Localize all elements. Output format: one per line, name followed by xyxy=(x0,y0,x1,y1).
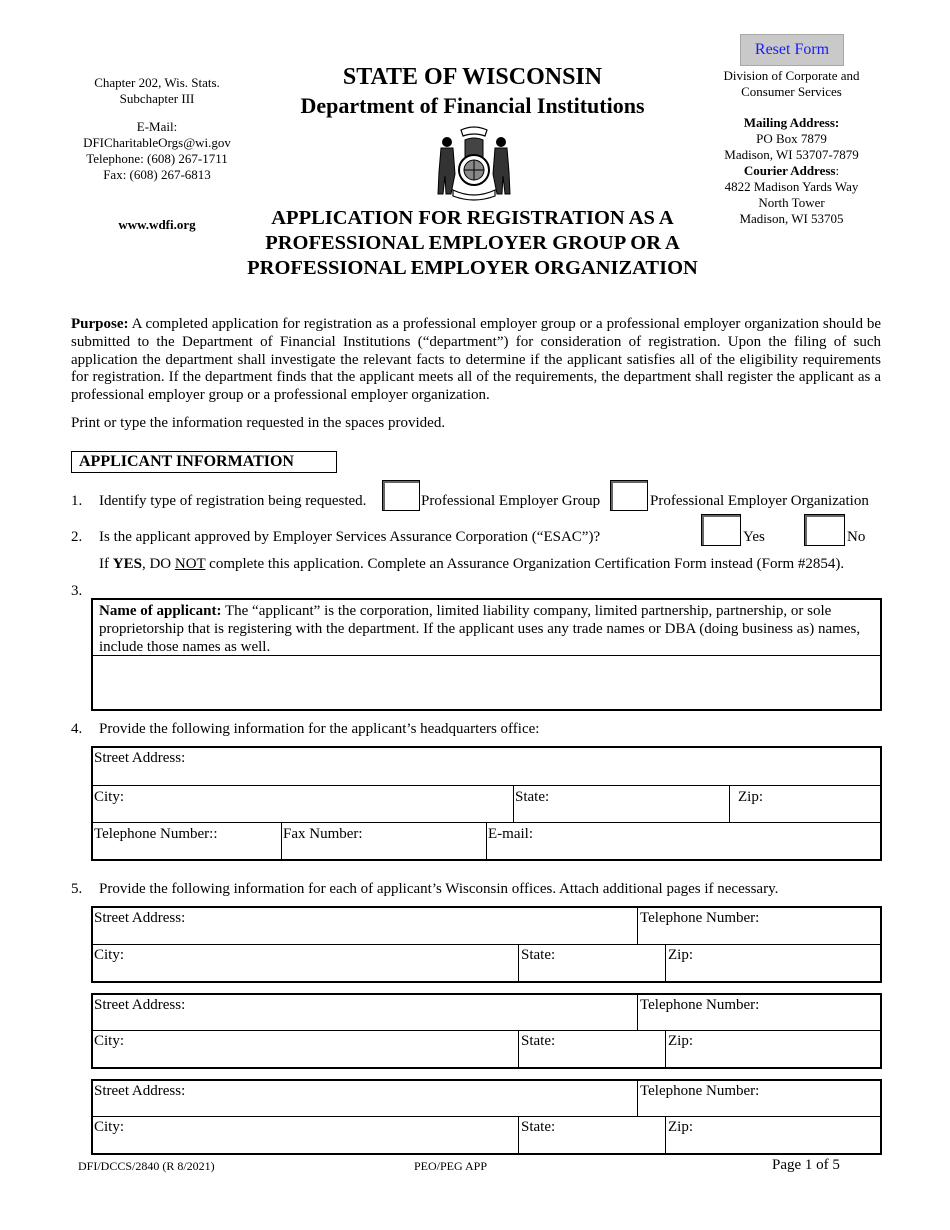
hq-fax-input[interactable] xyxy=(283,823,484,859)
checkbox-professional-employer-group[interactable] xyxy=(382,480,420,511)
purpose-paragraph xyxy=(71,316,881,405)
instructions-text: Print or type the information requested in the spaces provided. xyxy=(71,415,446,431)
email-address: DFICharitableOrgs@wi.gov xyxy=(83,135,231,150)
office-city-label: City: xyxy=(94,1119,125,1135)
q4-text: Provide the following information for the applicant’s headquarters office: xyxy=(99,721,540,737)
footer-form-number: DFI/DCCS/2840 (R 8/2021) xyxy=(78,1159,215,1173)
q2-note xyxy=(99,555,844,573)
mailing-line-2: Madison, WI 53707-7879 xyxy=(724,147,859,162)
office-city-input[interactable] xyxy=(93,1031,516,1067)
courier-line-2: North Tower xyxy=(758,195,825,210)
office-state-label: State: xyxy=(521,1119,556,1135)
courier-line-1: 4822 Madison Yards Way xyxy=(724,179,859,194)
mailing-line-1: PO Box 7879 xyxy=(756,131,827,146)
division-line-1: Division of Corporate and xyxy=(723,68,860,83)
office-state-label: State: xyxy=(521,947,556,963)
hq-address-table xyxy=(91,746,882,861)
q2-note-yes: YES xyxy=(112,556,142,572)
office-zip-label: Zip: xyxy=(668,1119,693,1135)
office-state-input[interactable] xyxy=(521,1031,663,1067)
q1-text: Identify type of registration being requested. xyxy=(99,493,367,509)
hq-fax-label: Fax Number: xyxy=(283,826,363,842)
subchapter-text: Subchapter III xyxy=(119,91,195,106)
footer-form-code: PEO/PEG APP xyxy=(414,1159,488,1173)
q5-text: Provide the following information for each of applicant’s Wisconsin offices. Attach additional pages if necessary. xyxy=(99,881,779,897)
q3-text: The “applicant” is the corporation, limited liability company, limited partnership, partnership, or sole proprietorship that is registering with the department. If the applicant uses any trade names or DBA (doing business as) names, include those names as well. xyxy=(99,603,861,655)
email-label: E-Mail: xyxy=(136,119,178,134)
reset-form-button[interactable]: Reset Form xyxy=(740,34,844,66)
hq-state-input[interactable] xyxy=(515,786,727,821)
office-state-input[interactable] xyxy=(521,945,663,981)
hq-zip-input[interactable] xyxy=(731,786,880,821)
checkbox-esac-no[interactable] xyxy=(804,514,845,546)
q5-number: 5. xyxy=(71,881,83,897)
wisconsin-seal-emblem xyxy=(433,124,515,202)
chapter-text: Chapter 202, Wis. Stats. xyxy=(94,75,220,90)
office-telephone-input[interactable] xyxy=(640,995,880,1029)
section-title-applicant-info: APPLICANT INFORMATION xyxy=(71,451,337,473)
checkbox-esac-yes[interactable] xyxy=(701,514,741,546)
division-line-2: Consumer Services xyxy=(741,84,842,99)
courier-heading xyxy=(700,163,883,179)
hq-city-input[interactable] xyxy=(93,786,511,821)
office-zip-label: Zip: xyxy=(668,947,693,963)
office-telephone-input[interactable] xyxy=(640,1081,880,1115)
q3-number: 3. xyxy=(71,583,83,599)
q1-number: 1. xyxy=(71,493,83,509)
hq-street-input[interactable] xyxy=(93,748,880,784)
office-zip-label: Zip: xyxy=(668,1033,693,1049)
q2-text: Is the applicant approved by Employer Services Assurance Corporation (“ESAC”)? xyxy=(99,529,601,545)
office-zip-input[interactable] xyxy=(668,1117,880,1153)
office-zip-input[interactable] xyxy=(668,945,880,981)
state-title: STATE OF WISCONSIN xyxy=(342,64,603,90)
q3-label: Name of applicant: xyxy=(99,603,222,619)
q1-option-peo-label: Professional Employer Organization xyxy=(650,493,869,509)
q2-note-do: , DO xyxy=(141,556,175,572)
office-street-input[interactable] xyxy=(93,1081,635,1115)
office-telephone-label: Telephone Number: xyxy=(640,910,760,926)
wi-office-table xyxy=(91,993,882,1069)
footer-page-number: Page 1 of 5 xyxy=(772,1157,840,1173)
office-street-input[interactable] xyxy=(93,995,635,1029)
fax-text: Fax: (608) 267-6813 xyxy=(103,167,211,182)
office-street-label: Street Address: xyxy=(94,997,186,1013)
hq-city-label: City: xyxy=(94,789,125,805)
office-street-label: Street Address: xyxy=(94,1083,186,1099)
q2-note-not: NOT xyxy=(174,556,206,572)
office-telephone-label: Telephone Number: xyxy=(640,1083,760,1099)
courier-line-3: Madison, WI 53705 xyxy=(739,211,844,226)
checkbox-professional-employer-organization[interactable] xyxy=(610,480,648,511)
hq-state-label: State: xyxy=(515,789,550,805)
q2-yes-label: Yes xyxy=(743,529,765,545)
purpose-text: A completed application for registration as a professional employer group or a professional employer organization should be submitted to the Department of Financial Institutions (“department”) for consideration of registration. Upon the filing of such application the department shall investigate the relevant facts to determine if the applicant satisfies all of the eligibility requirements for registration. If the department finds that the applicant meets all of the requirements, the department shall register the applicant as a professional employer group or a professional employer organization. xyxy=(71,316,881,404)
q3-instructions xyxy=(99,602,874,656)
q2-note-rest: complete this application. Complete an Assurance Organization Certification Form instead (Form #2854). xyxy=(205,556,845,572)
mailing-label: Mailing Address: xyxy=(743,115,840,130)
office-telephone-label: Telephone Number: xyxy=(640,997,760,1013)
hq-telephone-input[interactable] xyxy=(93,823,279,859)
courier-colon: : xyxy=(835,163,840,178)
department-title: Department of Financial Institutions xyxy=(300,93,645,118)
office-street-label: Street Address: xyxy=(94,910,186,926)
office-city-input[interactable] xyxy=(93,945,516,981)
office-street-input[interactable] xyxy=(93,908,635,943)
purpose-label: Purpose: xyxy=(71,316,129,332)
applicant-name-box xyxy=(91,598,882,711)
office-state-input[interactable] xyxy=(521,1117,663,1153)
office-city-label: City: xyxy=(94,1033,125,1049)
courier-label: Courier Address xyxy=(743,163,836,178)
applicant-name-input[interactable] xyxy=(95,658,878,707)
website-link[interactable]: www.wdfi.org xyxy=(118,217,196,232)
q2-number: 2. xyxy=(71,529,83,545)
hq-telephone-label: Telephone Number:: xyxy=(94,826,218,842)
office-telephone-input[interactable] xyxy=(640,908,880,943)
hq-street-label: Street Address: xyxy=(94,750,186,766)
q2-no-label: No xyxy=(847,529,866,545)
q4-number: 4. xyxy=(71,721,83,737)
telephone-text: Telephone: (608) 267-1711 xyxy=(86,151,228,166)
office-city-label: City: xyxy=(94,947,125,963)
q2-note-if: If xyxy=(99,556,113,572)
hq-email-input[interactable] xyxy=(488,823,880,859)
header-left xyxy=(62,75,252,183)
form-title: APPLICATION FOR REGISTRATION AS A PROFESSIONAL EMPLOYER GROUP OR A PROFESSIONAL EMPLOYER ORGANIZATION xyxy=(247,207,698,279)
wi-office-table xyxy=(91,906,882,983)
hq-zip-label: Zip: xyxy=(738,789,763,805)
wi-office-table xyxy=(91,1079,882,1155)
office-zip-input[interactable] xyxy=(668,1031,880,1067)
q1-option-peg-label: Professional Employer Group xyxy=(421,493,601,509)
office-city-input[interactable] xyxy=(93,1117,516,1153)
header-right xyxy=(700,68,883,227)
office-state-label: State: xyxy=(521,1033,556,1049)
hq-email-label: E-mail: xyxy=(488,826,533,842)
